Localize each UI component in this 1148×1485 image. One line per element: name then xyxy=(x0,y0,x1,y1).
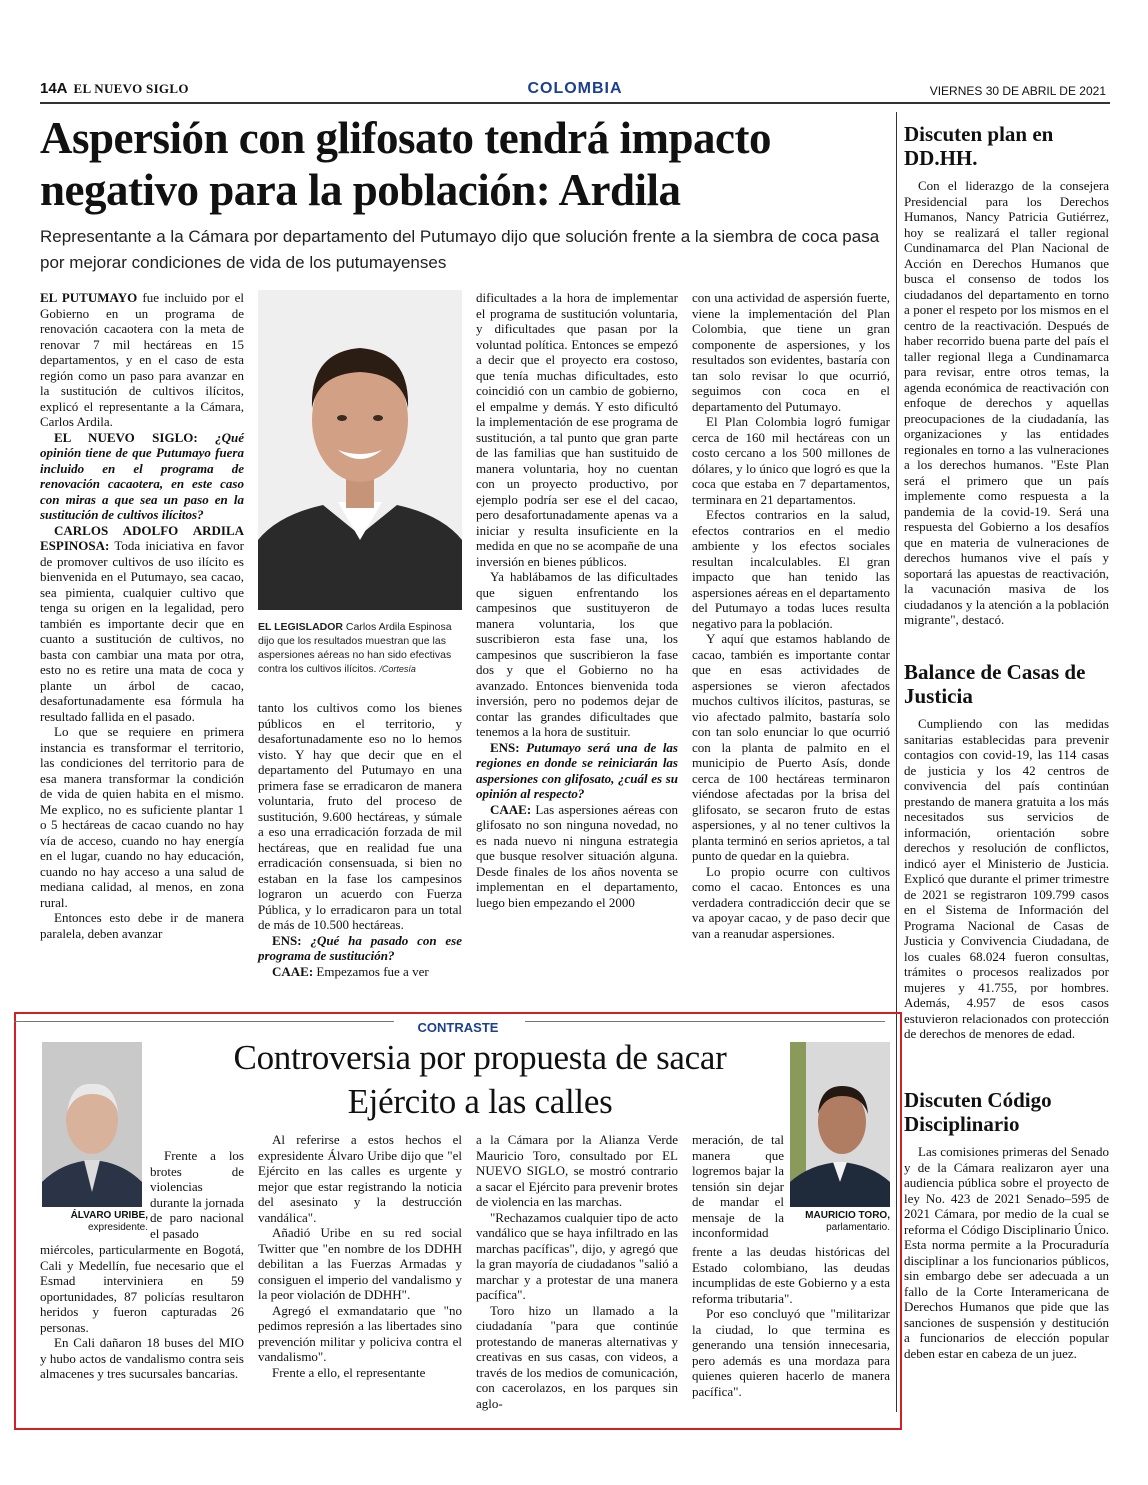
caption-label: EL LEGISLADOR xyxy=(258,621,343,633)
article-headline: Aspersión con glifosato tendrá impacto negativo para la población: Ardila xyxy=(40,113,771,215)
uribe-photo xyxy=(42,1042,142,1207)
answer-label: CAAE: xyxy=(490,801,532,817)
paragraph: Frente a ello, el representante xyxy=(272,1364,426,1380)
contraste-column-1-top xyxy=(150,1148,244,1241)
caption-role: parlamentario. xyxy=(826,1222,890,1233)
paragraph: meración, de tal manera que logremos bajar la tensión sin dejar de mandar el mensaje de la inconformidad xyxy=(692,1132,784,1240)
contraste-column-2 xyxy=(258,1132,462,1380)
caption-text: Carlos Ardila Espinosa dijo que los resultados muestran que las aspersiones aéreas no han sido efectivas contra los cultivos ilícitos. xyxy=(258,621,452,675)
sidebar-brief-3 xyxy=(904,1088,1109,1361)
portrait-illustration xyxy=(42,1042,142,1207)
paragraph: Toro hizo un llamado a la ciudadanía "para que continúe protestando de maneras alternativas y creativas en sus casas, con videos, a través de los medios de comunicación, con cacerolazos, en los parques sin aglo- xyxy=(476,1302,678,1411)
article-column-4 xyxy=(692,290,890,941)
paragraph: Por eso concluyó que "militarizar la ciudad, lo que termina es generando una tensión innecesaria, pero además es una mordaza para quienes quieren hacerlo de manera pacífica". xyxy=(692,1306,890,1399)
tag-rule-right xyxy=(525,1021,885,1022)
brief-text: Con el liderazgo de la consejera Presidencial para los Derechos Humanos, Nancy Patricia Gutiérrez, hoy se realizará el taller regional Cundinamarca del Plan Nacional de Acción en Derechos Humanos que busca el consenso de todos los ciudadanos del departamento en torno a poner el respeto por los mismos en el centro de la reactivación. Después de haber recorrido buena parte del país el taller regional llega a Cundinamarca para revisar, entre otros temas, la agenda económica de reactivación con enfoque de derechos y aquellas preocupaciones de la ciudadanía, las organizaciones y las entidades regionales en torno a las vulneraciones a los derechos humanos. "Este Plan será el primero que un país implemente como respuesta a la pandemia de la covid-19. Será una respuesta del Gobierno a los desafíos que en materia de vulneraciones de derechos humanos vive el país y soportará las apuestas de reactivación, la vacunación masiva de los ciudadanos y la atención a la población migrante", destacó. xyxy=(904,178,1109,627)
question-label: EL NUEVO SIGLO: xyxy=(54,429,198,445)
newspaper-name: EL NUEVO SIGLO xyxy=(73,81,189,96)
photo-caption xyxy=(258,620,462,676)
paragraph: Lo propio ocurre con cultivos como el cacao. Entonces es una verdadera contradicción decir que se va apoyar cacao, y de paso decir que van a reanudar aspersiones. xyxy=(692,863,890,941)
paragraph: Ya hablábamos de las dificultades que siguen enfrentando los campesinos que sustituyeron de manera voluntaria, los que suscribieron esta fase una, los campesinos que suscribieron la fase dos y que el Gobierno no ha avanzado. Entonces bienvenida toda inversión, pero no podemos dejar de contar las grandes dificultades que tenemos a la hora de sustituir. xyxy=(476,569,678,739)
answer-text: Toda iniciativa en favor de promover cultivos de uso ilícito es bienvenida en el Putumayo, sea cacao, sea pimienta, cualquier cultivo que tenga su origen en la legalidad, pero también es importante decir que en cuanto a sustitución de cultivos, no basta con cambiar una mata por otra, esto no es retire una mata de coca y plante un árbol de cacao, desafortunadamente esa fórmula ha resultado fallida en el pasado. xyxy=(40,538,244,724)
brief-text: Cumpliendo con las medidas sanitarias establecidas para prevenir contagios con covid-19, las 114 casas de justicia y los 42 centros de convivencia del país continúan prestando de manera gratuita a los más necesitados sus servicios de información, orientación sobre derechos y resolución de conflictos, indicó ayer el Ministerio de Justicia. Explicó que durante el primer trimestre de 2021 se registraron 109.799 casos en el Sistema de Información del Programa Nacional de Casas de Justicia y Convivencia Ciudadana, de los cuales 68.024 fueron consultas, trámites o procesos realizados por mujeres y 41.755, por hombres. Además, 4.957 de esos casos estuvieron relacionados con protección de derechos de menores de edad. xyxy=(904,716,1109,1041)
answer-text: Las aspersiones aéreas con glifosato no son ninguna novedad, no es nada nuevo ni ninguna estrategia que busque resolver situación alguna. Desde finales de los años noventa se implementan en el departamento, luego bien empezando el 2000 xyxy=(476,801,678,910)
paragraph: Agregó el exmandatario que "no pedimos represión a las libertades sino prevención militar y policiva contra el vandalismo". xyxy=(258,1302,462,1364)
paragraph: tanto los cultivos como los bienes públicos en el territorio, y desafortunadamente eso no lo hemos visto. Y hay que decir que en el departamento del Putumayo en una primera fase se erradicaron de manera voluntaria, fruto del proceso de sustitución, 9.600 hectáreas, y súmale a eso una erradicación forzada de mil hectáreas, que en realidad fue una erradicación consensuada, si bien no estaban en la fase los campesinos lograron un acuerdo con Fuerza Pública, y lo erradicaron para un total de más de 10.500 hectáreas. xyxy=(258,700,462,932)
contraste-column-3 xyxy=(476,1132,678,1411)
paragraph: El Plan Colombia logró fumigar cerca de 160 mil hectáreas con un costo cercano a los 500 millones de dólares, y lo único que logró es que la coca que estaba en 7 departamentos, terminara en 21 departamentos. xyxy=(692,414,890,507)
answer-label: CARLOS ADOLFO ARDILA ESPINOSA: xyxy=(40,522,244,553)
paragraph: "Rechazamos cualquier tipo de acto vandálico que se haya infiltrado en las marchas pacíficas", dijo, y agregó que la gran mayoría de ciudadanos "salió a marchar y a protestar de una manera pacífica". xyxy=(476,1209,678,1302)
brief-title: Discuten plan en DD.HH. xyxy=(904,122,1054,170)
tag-rule-left xyxy=(14,1021,394,1022)
paragraph: Y aquí que estamos hablando de cacao, también es importante contar que en esas actividades de aspersiones se vieron afectados muchos cultivos ilícitos, pasturas, se vio afectado palmito, bastaría solo con tan solo enunciar lo que ocurrió con la planta de palmito en el municipio de Puerto Asís, donde cerca de 100 hectáreas terminaron viéndose afectadas por la brisa del glifosato, se secaron fruto de estas aspersiones, y al no tener cultivos la planta terminó en serios aprietos, a tal punto de quedar en la quiebra. xyxy=(692,631,890,863)
paragraph: Lo que se requiere en primera instancia es transformar el territorio, las condiciones del territorio para de esa manera transformar la condición de vida de quien habita en el mismo. Me explico, no es suficiente plantar 1 o 5 hectáreas de cacao cuando no hay vía de acceso, cuando no hay energía en el lugar, cuando no hay educación, cuando no hay acceso a una salud de mediana calidad, al menos, en zona rural. xyxy=(40,724,244,910)
paragraph: Añadió Uribe en su red social Twitter que "en nombre de los DDHH debilitan a las Fuerzas Armadas y consiguen el imperio del vandalismo y la peor violación de DDHH". xyxy=(258,1225,462,1302)
caption-role: expresidente. xyxy=(87,1222,148,1233)
contraste-column-4 xyxy=(692,1244,890,1399)
portrait-illustration xyxy=(790,1042,890,1207)
answer-label: CAAE: xyxy=(272,963,314,979)
paragraph: a la Cámara por la Alianza Verde Mauricio Toro, consultado por EL NUEVO SIGLO, se mostró contrario a sacar el Ejército para prevenir brotes de violencia en las marchas. xyxy=(476,1132,678,1209)
paragraph: miércoles, particularmente en Bogotá, Cali y Medellín, fue necesario que el Esmad interviniera en 59 oportunidades, 87 policías resultaron heridos y fueron capturadas 26 personas. xyxy=(40,1242,244,1335)
toro-photo xyxy=(790,1042,890,1207)
header-rule xyxy=(40,102,1110,104)
portrait-illustration xyxy=(258,290,462,610)
paragraph: dificultades a la hora de implementar el programa de sustitución voluntaria, y dificultades que pasan por la voluntad política. Entonces se empezó a decir que el proyecto era costoso, que tenía muchas dificultades, esto coincidió con un cambio de gobierno, el empalme y demás. Y esto dificultó la implementación de ese programa de sustitución, a tal punto que gran parte de las familias que han sustituido de manera voluntaria, hoy no cuentan con un proyecto productivo, por ejemplo podría ser ese el del cacao, pero desafortunadamente apenas va a iniciar y resulta insuficiente en la medida en que no se acompañe de una inversión en bienes públicos. xyxy=(476,290,678,569)
contraste-column-1 xyxy=(40,1242,244,1382)
sidebar-brief-2 xyxy=(904,660,1109,1042)
lead-label: EL PUTUMAYO xyxy=(40,290,138,305)
paragraph: frente a las deudas históricas del Estado colombiano, las deudas incumplidas de este Gobierno y a esta reforma tributaria". xyxy=(692,1244,890,1306)
paragraph: Efectos contrarios en la salud, efectos contrarios en el medio ambiente y los efectos sociales resultan incalculables. El gran impacto que han tenido las aspersiones aéreas en el departamento del Putumayo a todas luces resulta negativo para la población. xyxy=(692,507,890,631)
paragraph: Frente a los brotes de violencias durante la jornada de paro nacional el pasado xyxy=(150,1148,244,1241)
lead-text: fue incluido por el Gobierno en un programa de renovación cacaotera con la meta de renovar 7 mil hectáreas en 15 departamentos, y en el caso de esta región como un paso para avanzar en la sustitución de cultivos ilícitos, explicó el representante a la Cámara, Carlos Ardila. xyxy=(40,290,244,429)
paragraph: En Cali dañaron 18 buses del MIO y hubo actos de vandalismo contra seis almacenes y tres sucursales bancarias. xyxy=(40,1335,244,1381)
brief-title: Discuten Código Disciplinario xyxy=(904,1088,1052,1136)
question-text: ¿Qué opinión tiene de que Putumayo fuera incluido en el programa de renovación cacaotera, en este caso con miras a que sea un paso en la sustitución de cultivos ilícitos? xyxy=(40,429,245,522)
question-text: Putumayo será una de las regiones en donde se reiniciarán las aspersiones con glifosato, ¿cuál es su opinión al respecto? xyxy=(476,739,678,801)
brief-text: Las comisiones primeras del Senado y de la Cámara realizaron ayer una audiencia pública sobre el proyecto de ley No. 423 de 2021 Senado–595 de 2021 Cámara, por medio de la cual se reforma el Código Disciplinario Único. Esta norma permite a la Procuraduría disciplinar a los funcionarios públicos, sin embargo debe ser adecuada a un fallo de la Corte Interamericana de Derechos Humanos que pide que las sanciones de suspensión y destitución a funcionarios de elección popular deben estar en cabeza de un juez. xyxy=(904,1144,1109,1361)
contraste-tag: CONTRASTE xyxy=(417,1020,499,1035)
right-photo-caption xyxy=(784,1210,890,1234)
question-label: ENS: xyxy=(490,739,520,755)
contraste-headline: Controversia por propuesta de sacar Ejército a las calles xyxy=(233,1038,727,1121)
question-text: ¿Qué ha pasado con ese programa de sustitución? xyxy=(258,932,462,963)
article-column-3 xyxy=(476,290,678,910)
sidebar-brief-1 xyxy=(904,122,1109,628)
left-photo-caption xyxy=(42,1210,148,1234)
paragraph: Al referirse a estos hechos el expresidente Álvaro Uribe dijo que "el Ejército en las calles es urgente y mejor que estar registrando la noticia del asesinato y la destrucción vandálica". xyxy=(258,1132,462,1225)
article-deck: Representante a la Cámara por departamento del Putumayo dijo que solución frente a la siembra de coca pasa por mejorar condiciones de vida de los putumayenses xyxy=(40,227,880,272)
caption-name: ÁLVARO URIBE, xyxy=(70,1210,148,1221)
photo-credit: /Cortesía xyxy=(379,664,416,674)
article-column-1 xyxy=(40,290,244,941)
page-header-left xyxy=(40,80,189,102)
section-name: COLOMBIA xyxy=(527,80,623,97)
issue-date: VIERNES 30 DE ABRIL DE 2021 xyxy=(929,84,1106,98)
caption-name: MAURICIO TORO, xyxy=(805,1210,890,1221)
legislator-photo xyxy=(258,290,462,610)
page-number: 14A xyxy=(40,80,68,97)
paragraph: Entonces esto debe ir de manera paralela, deben avanzar xyxy=(40,910,244,941)
article-column-2 xyxy=(258,700,462,979)
answer-text: Empezamos fue a ver xyxy=(313,963,429,979)
brief-title: Balance de Casas de Justicia xyxy=(904,660,1086,708)
question-label: ENS: xyxy=(272,932,302,948)
contraste-column-4-top xyxy=(692,1132,784,1241)
paragraph: con una actividad de aspersión fuerte, viene la implementación del Plan Colombia, que tiene un gran componente de aspersiones, y los resultados son evidentes, bastaría con tan solo revisar lo que ocurrió, seguimos con coca en el departamento del Putumayo. xyxy=(692,290,890,414)
